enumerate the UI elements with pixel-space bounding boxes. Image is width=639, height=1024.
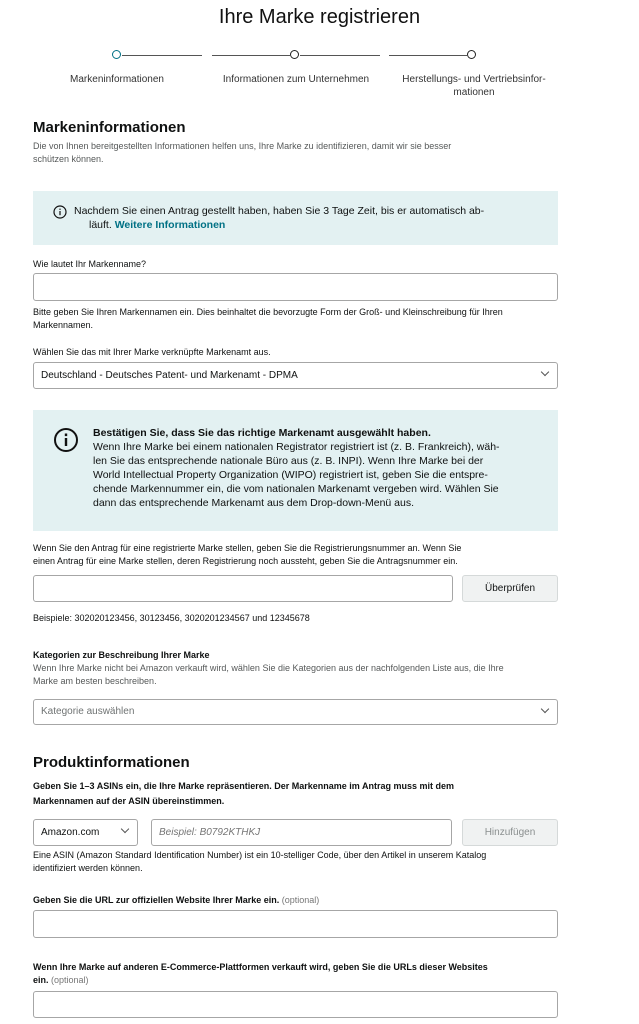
ecommerce-label-line2: ein. [33, 975, 49, 985]
categories-help-line2: Marke am besten beschreiben. [33, 676, 157, 686]
alert-text-line1: Nachdem Sie einen Antrag gestellt haben, haben Sie 3 Tage Zeit, bis er automatisch ab- [74, 205, 485, 217]
asin-help-line1: Eine ASIN (Amazon Standard Identification Number) ist ein 10-stelliger Code, über den Artikel in unserem Katalog [33, 850, 487, 860]
marketplace-selected: Amazon.com [41, 827, 100, 838]
alert2-title: Bestätigen Sie, dass Sie das richtige Markenamt ausgewählt haben. [93, 427, 431, 439]
category-placeholder: Kategorie auswählen [41, 706, 135, 717]
trademark-office-alert [33, 410, 558, 531]
expiry-info-alert [33, 191, 558, 245]
step-2-line-left [212, 55, 290, 56]
registration-help-line2: einen Antrag für eine Marke stellen, deren Registrierung noch aussteht, geben Sie die Antragsnummer ein. [33, 556, 458, 566]
more-info-link[interactable]: Weitere Informationen [114, 219, 226, 231]
asin-input[interactable] [151, 819, 452, 846]
page-title: Ihre Marke registrieren [218, 6, 421, 28]
asin-label-line1: Geben Sie 1–3 ASINs ein, die Ihre Marke repräsentieren. Der Markenname im Antrag muss mit dem [33, 781, 454, 791]
alert2-line3: World Intellectual Property Organization (WIPO) registriert ist, geben Sie die entspre- [93, 469, 488, 481]
info-icon [53, 427, 79, 453]
alert-text-line2: läuft. [89, 219, 112, 231]
website-url-input[interactable] [33, 910, 558, 938]
check-button[interactable]: Überprüfen [462, 575, 558, 602]
category-select[interactable] [33, 699, 558, 725]
registration-examples: Beispiele: 302020123456, 30123456, 3020201234567 und 12345678 [33, 613, 310, 623]
registration-number-input[interactable] [33, 575, 453, 602]
step-3-label-line1: Herstellungs- und Vertriebsinfor- [402, 74, 546, 85]
asin-help-line2: identifiziert werden können. [33, 863, 143, 873]
ecommerce-url-input[interactable] [33, 991, 558, 1018]
categories-help-line1: Wenn Ihre Marke nicht bei Amazon verkauft wird, wählen Sie die Kategorien aus der nachfolgenden Liste aus, die Ihre [33, 663, 504, 673]
add-asin-button[interactable]: Hinzufügen [462, 819, 558, 846]
alert2-line1: Wenn Ihre Marke bei einem nationalen Registrator registriert ist (z. B. Frankreich), wäh- [93, 441, 500, 453]
chevron-down-icon [121, 825, 129, 833]
step-3-indicator [467, 50, 476, 59]
trademark-office-selected: Deutschland - Deutsches Patent- und Markenamt - DPMA [41, 370, 298, 381]
step-1-line [122, 55, 202, 56]
brand-section-intro-line2: schützen können. [33, 154, 104, 164]
chevron-down-icon [541, 705, 549, 713]
brand-section-intro-line1: Die von Ihnen bereitgestellten Informationen helfen uns, Ihre Marke zu identifizieren, damit wir sie besser [33, 141, 452, 151]
brand-name-label: Wie lautet Ihr Markenname? [33, 259, 147, 269]
alert2-line2: len Sie das entsprechende nationale Büro aus (z. B. INPI). Wenn Ihre Marke bei der [93, 455, 484, 467]
registration-help-line1: Wenn Sie den Antrag für eine registrierte Marke stellen, geben Sie die Registrierungsnummer an. Wenn Sie [33, 543, 462, 553]
ecommerce-label-line1: Wenn Ihre Marke auf anderen E-Commerce-Plattformen verkauft wird, geben Sie die URLs dieser Websites [33, 962, 488, 972]
asin-label-line2: Markennamen auf der ASIN übereinstimmen. [33, 796, 225, 806]
alert2-line4: chende Markennummer ein, die vom nationalen Markenamt vergeben wird. Wählen Sie [93, 483, 499, 495]
step-1-indicator [112, 50, 121, 59]
step-2-line-right [300, 55, 380, 56]
chevron-down-icon [541, 368, 549, 376]
brand-section-heading: Markeninformationen [33, 119, 186, 136]
ecommerce-optional: (optional) [51, 975, 89, 985]
website-label: Geben Sie die URL zur offiziellen Website Ihrer Marke ein. [33, 895, 280, 905]
step-3-line [389, 55, 467, 56]
info-icon [53, 205, 67, 219]
brand-name-input[interactable] [33, 273, 558, 301]
step-2-indicator [290, 50, 299, 59]
brand-name-help-line2: Markennamen. [33, 320, 94, 330]
step-1-label: Markeninformationen [70, 74, 164, 85]
brand-name-help-line1: Bitte geben Sie Ihren Markennamen ein. Dies beinhaltet die bevorzugte Form der Groß- und Kleinschreibung für Ihren [33, 307, 503, 317]
trademark-office-select[interactable] [33, 362, 558, 389]
categories-label: Kategorien zur Beschreibung Ihrer Marke [33, 650, 210, 660]
product-section-heading: Produktinformationen [33, 754, 190, 771]
website-optional: (optional) [281, 895, 320, 905]
step-2-label: Informationen zum Unternehmen [222, 74, 370, 85]
alert2-line5: dann das entsprechende Markenamt aus dem Drop-down-Menü aus. [93, 497, 415, 509]
step-3-label-line2: mationen [453, 87, 495, 98]
marketplace-select[interactable] [33, 819, 138, 846]
trademark-office-label: Wählen Sie das mit Ihrer Marke verknüpfte Markenamt aus. [33, 347, 271, 357]
